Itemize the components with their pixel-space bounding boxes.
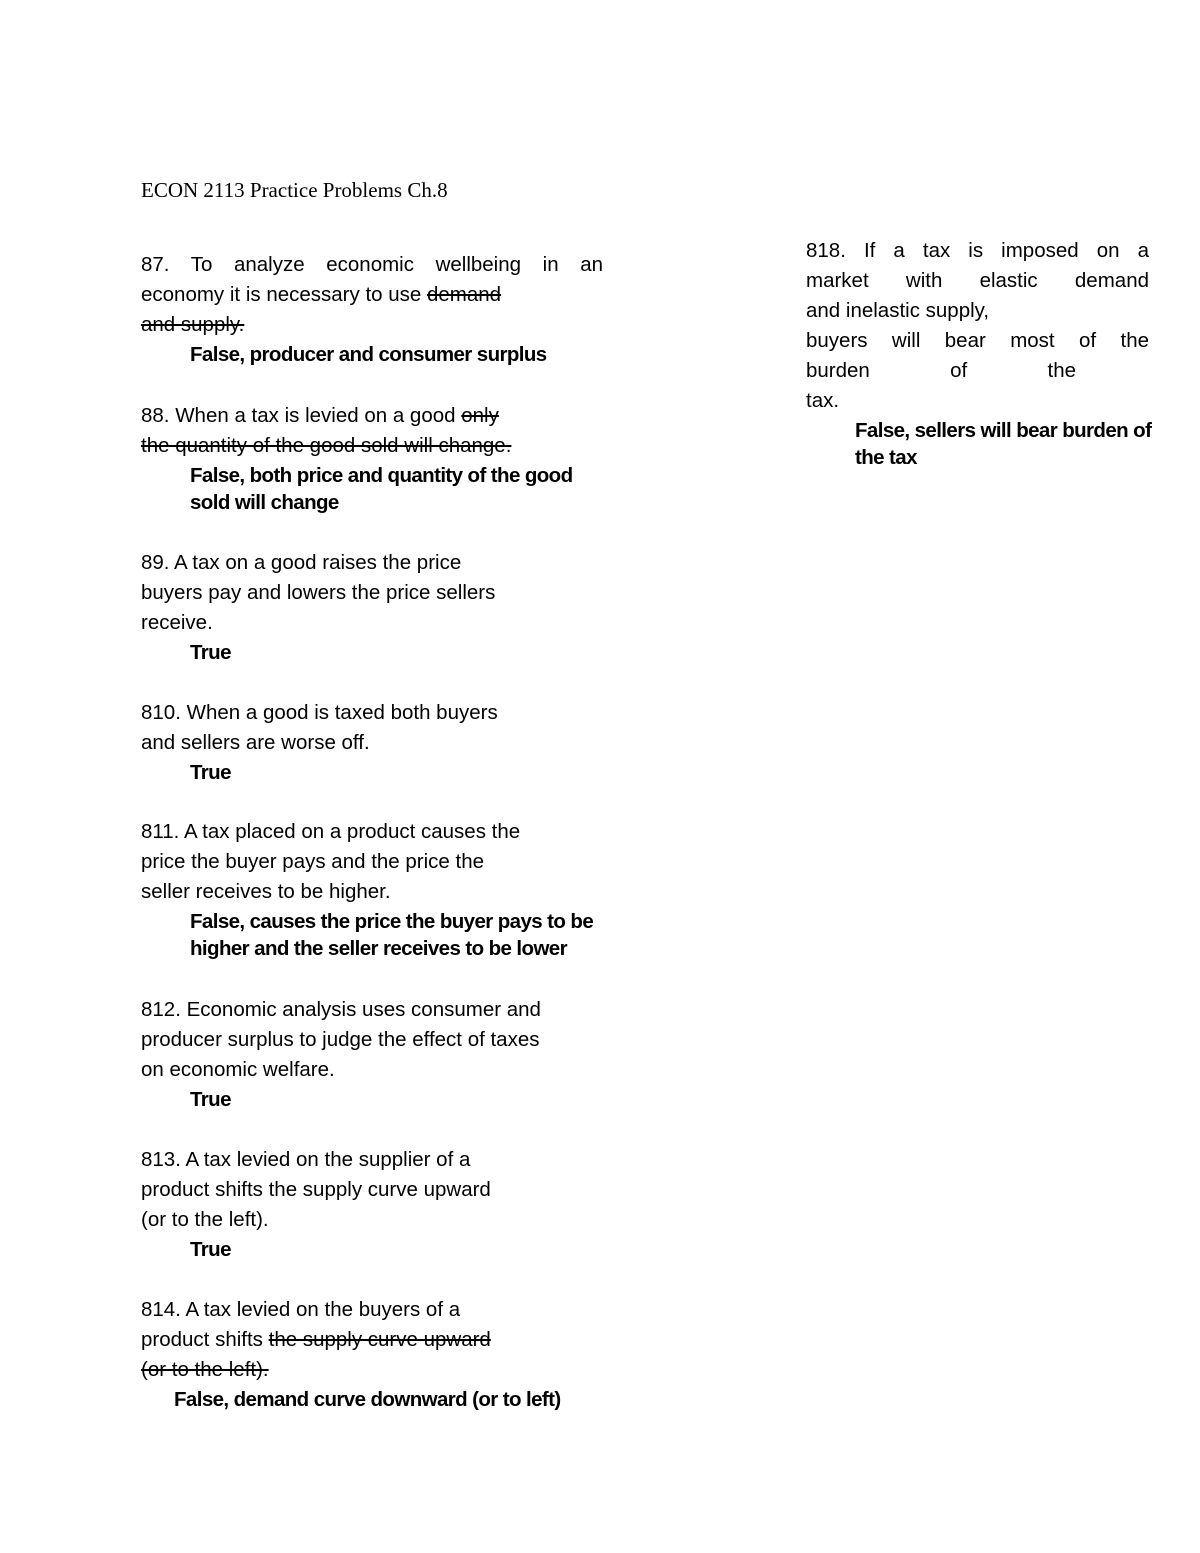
answer: True — [190, 761, 231, 784]
question-text: receive. — [141, 611, 213, 634]
question-text: price the buyer pays and the price the — [141, 850, 485, 873]
question-814 — [141, 1295, 603, 1413]
answer: False, sellers will bear burden of — [855, 419, 1152, 442]
question-text: 810. When a good is taxed both buyers — [141, 701, 498, 724]
question-text: 814. A tax levied on the buyers of a — [141, 1298, 461, 1321]
answer: False, both price and quantity of the good — [190, 464, 573, 487]
question-812 — [141, 995, 603, 1113]
question-89 — [141, 548, 603, 666]
question-text: 89. A tax on a good raises the price — [141, 551, 462, 574]
answer: True — [190, 1238, 231, 1261]
question-text: buyers will bear most of the — [806, 329, 1149, 352]
struck-text: (or to the left). — [141, 1358, 269, 1381]
answer: False, causes the price the buyer pays to be — [190, 910, 594, 933]
struck-text: the quantity of the good sold will change. — [141, 434, 512, 457]
answer: the tax — [855, 446, 917, 469]
question-text: 813. A tax levied on the supplier of a — [141, 1148, 471, 1171]
question-813 — [141, 1145, 603, 1263]
question-text: market with elastic demand — [806, 269, 1149, 292]
question-text: buyers pay and lowers the price sellers — [141, 581, 496, 604]
question-text: 818. If a tax is imposed on a — [806, 239, 1149, 262]
question-810 — [141, 698, 603, 786]
question-text: 87. To analyze economic wellbeing in an — [141, 253, 603, 276]
question-text: 812. Economic analysis uses consumer and — [141, 998, 541, 1021]
question-text: product shifts — [141, 1328, 269, 1351]
question-text: and sellers are worse off. — [141, 731, 370, 754]
struck-text: the supply curve upward — [268, 1328, 491, 1351]
question-88 — [141, 401, 603, 516]
question-text: burden of the — [806, 359, 1076, 382]
struck-text: demand — [427, 283, 502, 306]
struck-text: only — [461, 404, 499, 427]
document-title: ECON 2113 Practice Problems Ch.8 — [141, 178, 448, 202]
question-text: and inelastic supply, — [806, 299, 990, 322]
answer: False, demand curve downward (or to left) — [174, 1388, 561, 1411]
question-text: economy it is necessary to use — [141, 283, 427, 306]
question-text: on economic welfare. — [141, 1058, 335, 1081]
answer: sold will change — [190, 491, 339, 514]
question-text: product shifts the supply curve upward — [141, 1178, 491, 1201]
question-818 — [806, 236, 1152, 471]
question-text: producer surplus to judge the effect of taxes — [141, 1028, 540, 1051]
question-text: 88. When a tax is levied on a good — [141, 404, 462, 427]
struck-text: and supply. — [141, 313, 245, 336]
question-87 — [141, 250, 603, 368]
question-text: (or to the left). — [141, 1208, 269, 1231]
answer: True — [190, 641, 231, 664]
answer: False, producer and consumer surplus — [190, 343, 547, 366]
question-text: seller receives to be higher. — [141, 880, 391, 903]
question-text: 811. A tax placed on a product causes the — [141, 820, 521, 843]
answer: True — [190, 1088, 231, 1111]
answer: higher and the seller receives to be lower — [190, 937, 567, 960]
question-811 — [141, 817, 603, 962]
question-text: tax. — [806, 389, 840, 412]
